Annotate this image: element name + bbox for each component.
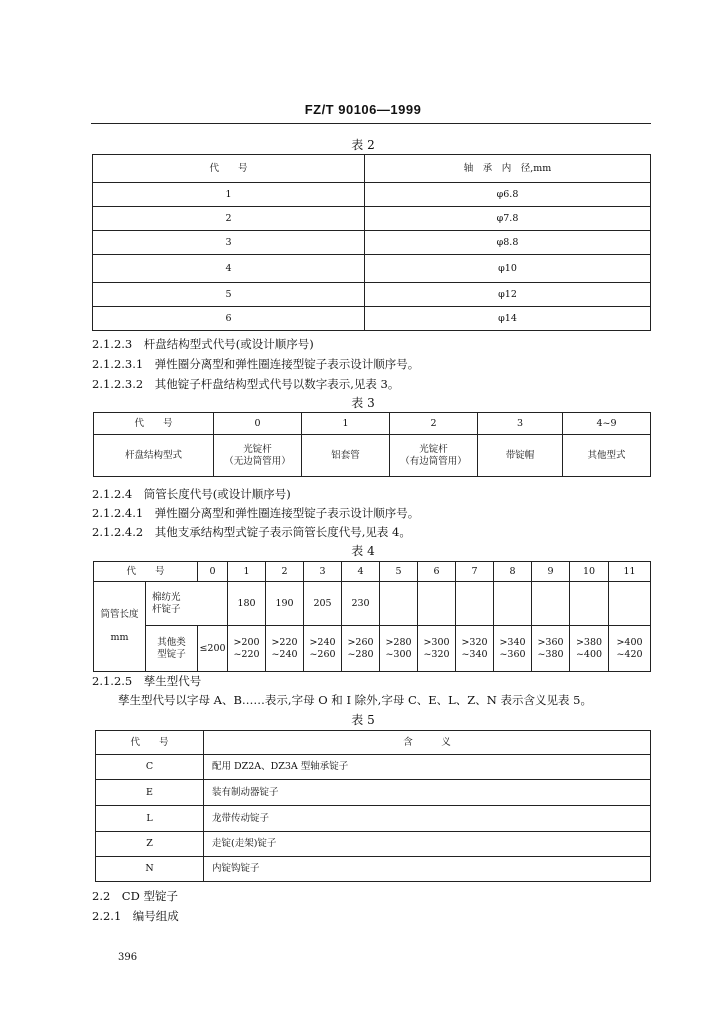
table4-row-label-line: mm [110,632,129,644]
table4-code: 2 [266,562,304,582]
table3-cell [214,435,302,477]
table4-sub-line: 其他类 [157,636,186,648]
table4-cell [456,626,494,672]
table3-code: 1 [302,413,390,435]
table-2 [92,154,651,331]
table4-row-label-line: 筒管长度 [100,608,139,620]
section-2-1-2-4-1: 2.1.2.4.1 弹性圈分离型和弹性圈连接型锭子表示设计顺序号。 [92,506,420,520]
table2-cell: 2 [93,207,365,231]
table4-cell: 230 [342,582,380,626]
range-low: >380 [575,636,603,648]
table5-cell: E [96,780,204,806]
table4-cell [380,582,418,626]
table4-code: 10 [570,562,609,582]
table4-caption: 表 4 [351,544,375,558]
table5-cell: C [96,755,204,780]
table3-cell-line: 光锭杆 [419,443,448,455]
table4-cell [380,626,418,672]
table3-row-label: 杆盘结构型式 [94,435,214,477]
table3-cell-line: 光锭杆 [243,443,272,455]
table2-cell: 4 [93,255,365,283]
range-low: >260 [347,636,374,648]
table3-code: 3 [478,413,563,435]
section-2-2: 2.2 CD 型锭子 [92,889,178,903]
table2-cell: φ14 [365,307,651,331]
table3-header-code: 代 号 [94,413,214,435]
table-row [93,183,651,207]
table4-cell [418,582,456,626]
table3-code: 4~9 [563,413,651,435]
table-row [96,755,651,780]
table3-cell-line: （无边筒管用） [224,455,291,467]
table5-cell: N [96,857,204,882]
table3-cell [390,435,478,477]
section-2-1-2-3-2: 2.1.2.3.2 其他锭子杆盘结构型式代号以数字表示,见表 3。 [92,377,400,391]
table3-cell-line: （有边筒管用） [400,455,467,467]
table2-header-code: 代 号 [93,155,365,183]
table-row [93,207,651,231]
table4-row-label [94,582,146,672]
range-high: ~280 [347,648,374,660]
table2-cell: φ7.8 [365,207,651,231]
table-row [93,283,651,307]
table4-sub-line: 棉纺光 [152,591,181,603]
table5-cell: 龙带传动锭子 [204,806,651,832]
table4-cell [418,626,456,672]
table4-cell [570,626,609,672]
section-2-1-2-5: 2.1.2.5 孳生型代号 [92,674,202,688]
table4-cell [532,626,570,672]
table2-cell: φ10 [365,255,651,283]
table4-cell: 205 [304,582,342,626]
table-row [96,806,651,832]
range-low: >220 [271,636,298,648]
table4-sub-line: 杆锭子 [152,603,181,615]
range-low: >240 [309,636,336,648]
section-2-1-2-5-body: 孳生型代号以字母 A、B……表示,字母 O 和 I 除外,字母 C、E、L、Z、N 表示含义见表 5。 [118,693,592,707]
table5-caption: 表 5 [351,713,375,727]
range-high: ~380 [537,648,564,660]
table4-code: 3 [304,562,342,582]
table-row [93,231,651,255]
section-2-1-2-4-2: 2.1.2.4.2 其他支承结构型式锭子表示筒管长度代号,见表 4。 [92,525,411,539]
page-header: FZ/T 90106—1999 [304,102,422,117]
table3-code: 0 [214,413,302,435]
range-high: ~360 [499,648,526,660]
table2-cell: 6 [93,307,365,331]
page-number: 396 [118,952,138,963]
table4-sub-other [146,626,198,672]
section-2-2-1: 2.2.1 编号组成 [92,909,179,923]
table4-cell [494,582,532,626]
table3-cell: 铝套管 [302,435,390,477]
range-high: ~420 [616,648,643,660]
table3-cell: 带锭帽 [478,435,563,477]
range-high: ~320 [423,648,450,660]
table-3 [93,412,651,477]
table4-header-code: 代 号 [94,562,198,582]
range-low: >320 [461,636,488,648]
range-low: >340 [499,636,526,648]
table4-code: 4 [342,562,380,582]
table4-code: 1 [228,562,266,582]
table4-cell [532,582,570,626]
table2-cell: φ8.8 [365,231,651,255]
table4-code: 5 [380,562,418,582]
range-high: ~400 [575,648,603,660]
table2-cell: 5 [93,283,365,307]
table5-cell: Z [96,832,204,857]
table2-cell: 3 [93,231,365,255]
table4-cell: ≤200 [198,626,228,672]
table5-cell: 内锭钩锭子 [204,857,651,882]
table2-caption: 表 2 [351,138,375,152]
table2-cell: φ6.8 [365,183,651,207]
table4-code: 7 [456,562,494,582]
section-2-1-2-3: 2.1.2.3 杆盘结构型式代号(或设计顺序号) [92,337,314,351]
table4-cell [342,626,380,672]
table5-cell: L [96,806,204,832]
range-low: >200 [233,636,260,648]
table4-cell [570,582,609,626]
table4-sub-line: 型锭子 [157,648,186,660]
table5-cell: 走锭(走架)锭子 [204,832,651,857]
table4-cell [609,582,651,626]
table5-header-code: 代 号 [96,731,204,755]
range-high: ~260 [309,648,336,660]
table-row [96,857,651,882]
range-low: >360 [537,636,564,648]
table4-code: 9 [532,562,570,582]
range-high: ~240 [271,648,298,660]
table2-header-bore: 轴 承 内 径,mm [365,155,651,183]
section-2-1-2-3-1: 2.1.2.3.1 弹性圈分离型和弹性圈连接型锭子表示设计顺序号。 [92,357,420,371]
table4-cell [266,626,304,672]
table4-cell [494,626,532,672]
range-low: >280 [385,636,412,648]
table2-cell: φ12 [365,283,651,307]
table3-caption: 表 3 [351,396,375,410]
range-low: >400 [616,636,643,648]
range-high: ~220 [233,648,260,660]
table4-cell [304,626,342,672]
table4-code: 8 [494,562,532,582]
section-2-1-2-4: 2.1.2.4 筒管长度代号(或设计顺序号) [92,487,291,501]
range-high: ~300 [385,648,412,660]
table-4 [93,561,651,672]
header-rule [91,123,651,124]
table5-cell: 装有制动器锭子 [204,780,651,806]
table4-cell [456,582,494,626]
table4-sub-cotton [146,582,228,626]
table4-cell [609,626,651,672]
table3-cell: 其他型式 [563,435,651,477]
table-row [96,780,651,806]
table4-cell: 190 [266,582,304,626]
table4-code: 11 [609,562,651,582]
range-high: ~340 [461,648,488,660]
table5-cell: 配用 DZ2A、DZ3A 型轴承锭子 [204,755,651,780]
table-5 [95,730,651,882]
table5-header-meaning: 含 义 [204,731,651,755]
table3-code: 2 [390,413,478,435]
range-low: >300 [423,636,450,648]
table-row [93,255,651,283]
table4-cell: 180 [228,582,266,626]
table-row [93,307,651,331]
table2-cell: 1 [93,183,365,207]
table-row [96,832,651,857]
table4-code: 6 [418,562,456,582]
table4-code: 0 [198,562,228,582]
table4-cell [228,626,266,672]
